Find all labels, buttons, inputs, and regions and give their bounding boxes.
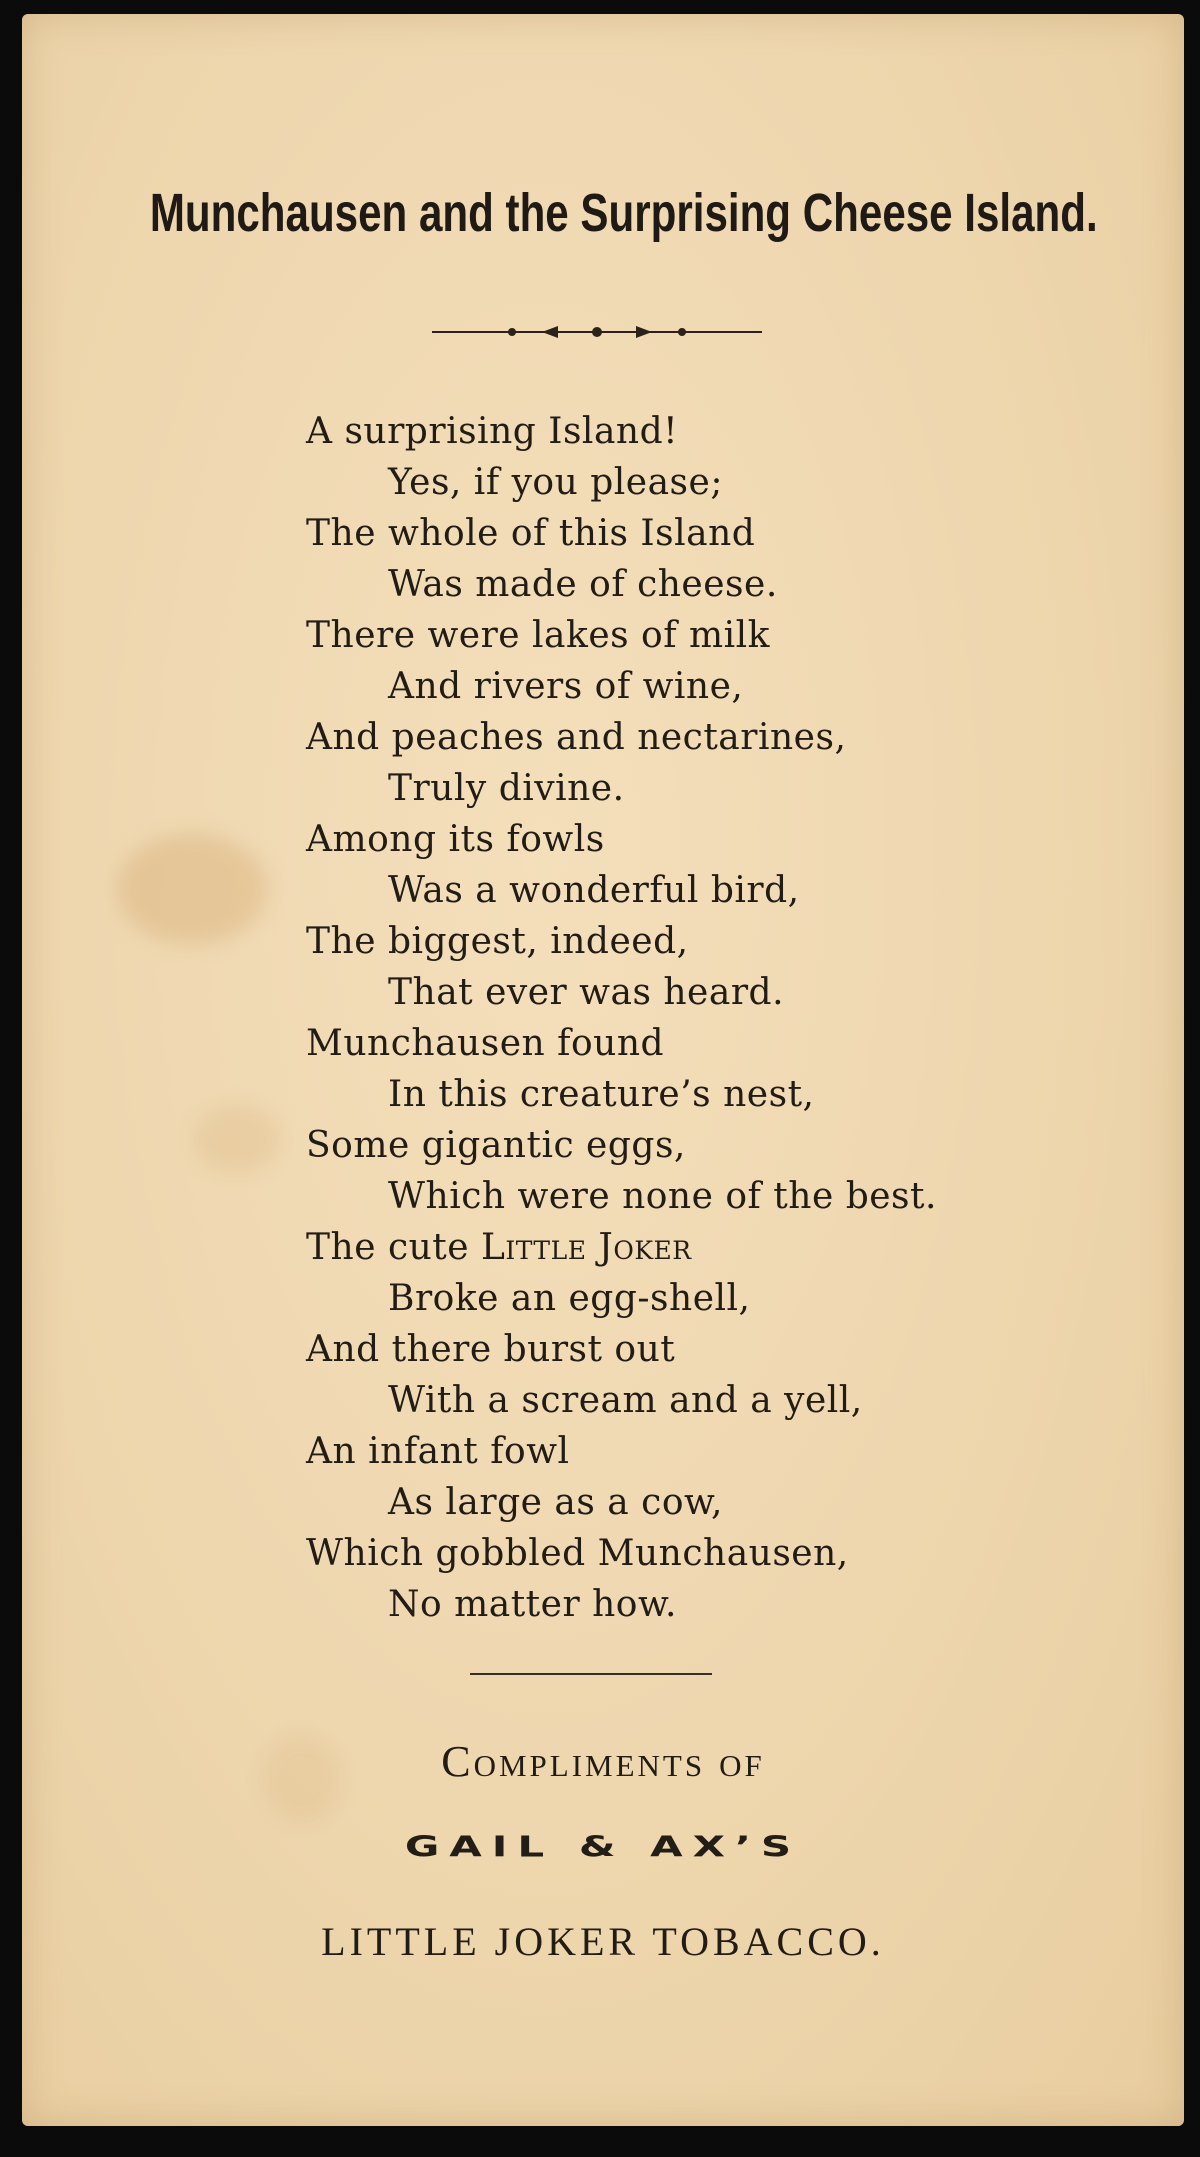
poem-line bbox=[306, 865, 937, 916]
stain-mark bbox=[117, 834, 267, 944]
poem-line bbox=[306, 1018, 937, 1069]
ornament-divider bbox=[432, 320, 762, 344]
poem-line bbox=[306, 1579, 937, 1630]
poem-line-text: Truly divine. bbox=[388, 768, 625, 809]
poem-line-text: The biggest, indeed, bbox=[306, 921, 689, 962]
poem-line-text: Which gobbled Munchausen, bbox=[306, 1533, 849, 1574]
poem-line bbox=[306, 916, 937, 967]
poem-line-text: The cute bbox=[306, 1227, 482, 1268]
poem-line bbox=[306, 763, 937, 814]
poem-line-text: No matter how. bbox=[388, 1584, 677, 1625]
poem-line bbox=[306, 559, 937, 610]
poem-line-text: Munchausen found bbox=[306, 1023, 665, 1064]
poem-line bbox=[306, 457, 937, 508]
poem-line bbox=[306, 1528, 937, 1579]
poem bbox=[306, 406, 937, 1630]
poem-line-text: An infant fowl bbox=[306, 1431, 570, 1472]
poem-line bbox=[306, 610, 937, 661]
poem-line-text: Some gigantic eggs, bbox=[306, 1125, 686, 1166]
poem-line-text: The whole of this Island bbox=[306, 513, 756, 554]
stain-mark bbox=[192, 1104, 282, 1174]
poem-line-text: There were lakes of milk bbox=[306, 615, 770, 656]
poem-line-text: Little Joker bbox=[481, 1227, 692, 1268]
poem-line-text: And there burst out bbox=[306, 1329, 676, 1370]
poem-line-text: Among its fowls bbox=[306, 819, 605, 860]
poem-line bbox=[306, 967, 937, 1018]
card-title: Munchausen and the Surprising Cheese Island. bbox=[149, 183, 1098, 243]
poem-line bbox=[306, 712, 937, 763]
product-name: LITTLE JOKER TOBACCO. bbox=[321, 1919, 885, 1964]
poem-line bbox=[306, 1120, 937, 1171]
poem-line bbox=[306, 814, 937, 865]
poem-line-text: And peaches and nectarines, bbox=[306, 717, 847, 758]
poem-line-text: As large as a cow, bbox=[388, 1482, 724, 1523]
poem-line-text: Was made of cheese. bbox=[388, 564, 778, 605]
brand-name: GAIL & AX’S bbox=[404, 1829, 802, 1864]
poem-line bbox=[306, 1273, 937, 1324]
poem-line bbox=[306, 1171, 937, 1222]
poem-line bbox=[306, 406, 937, 457]
section-divider bbox=[470, 1673, 712, 1675]
poem-line bbox=[306, 661, 937, 712]
poem-line bbox=[306, 1222, 937, 1273]
poem-line-text: Broke an egg-shell, bbox=[388, 1278, 751, 1319]
poem-line-text: In this creature’s nest, bbox=[388, 1074, 815, 1115]
poem-line-text: With a scream and a yell, bbox=[388, 1380, 863, 1421]
poem-line bbox=[306, 1375, 937, 1426]
poem-line-text: Was a wonderful bird, bbox=[388, 870, 800, 911]
poem-line bbox=[306, 508, 937, 559]
poem-line bbox=[306, 1477, 937, 1528]
poem-line-text: Which were none of the best. bbox=[388, 1176, 937, 1217]
poem-line-text: That ever was heard. bbox=[388, 972, 785, 1013]
poem-line bbox=[306, 1426, 937, 1477]
poem-line-text: And rivers of wine, bbox=[388, 666, 744, 707]
compliments-text: Compliments of bbox=[441, 1737, 765, 1786]
poem-line bbox=[306, 1324, 937, 1375]
poem-line-text: A surprising Island! bbox=[306, 411, 679, 452]
poem-line-text: Yes, if you please; bbox=[388, 462, 723, 503]
poem-line bbox=[306, 1069, 937, 1120]
trade-card bbox=[22, 14, 1184, 2126]
